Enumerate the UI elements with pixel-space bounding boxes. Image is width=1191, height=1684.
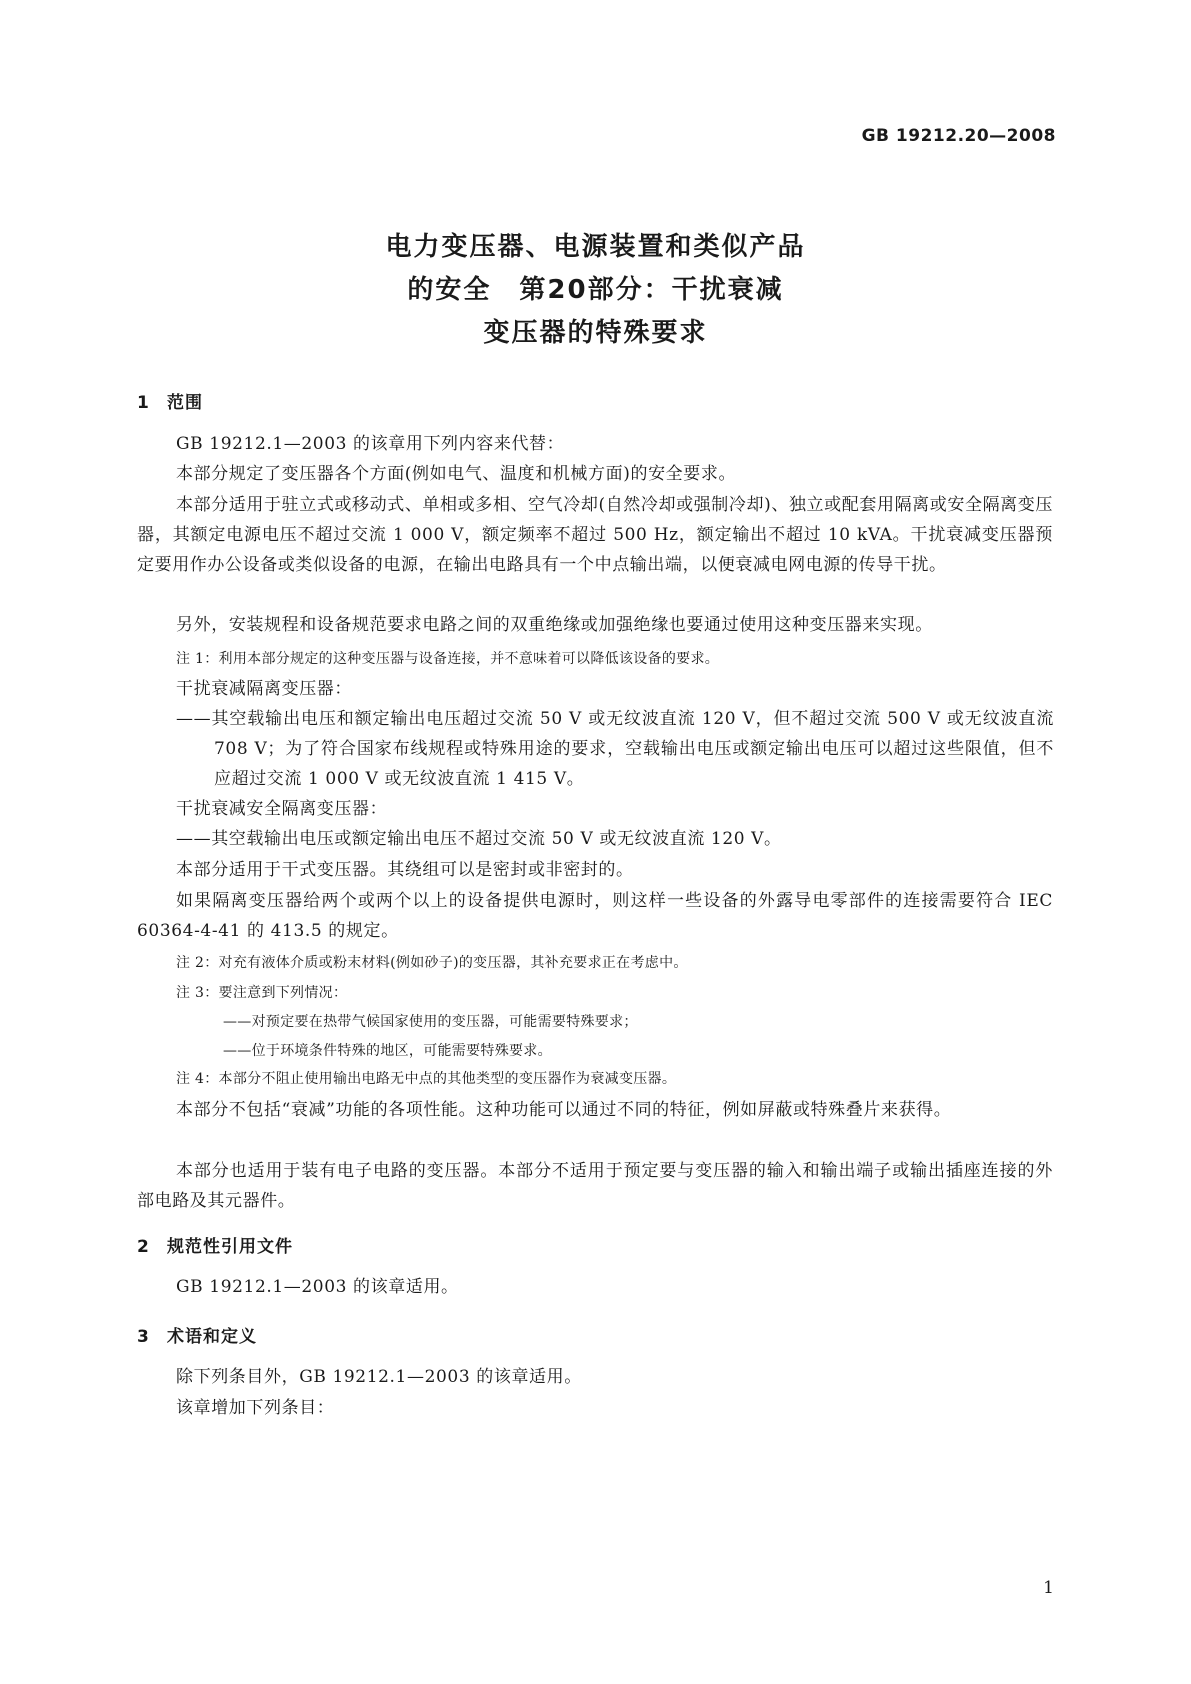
section-title: 范围 — [167, 393, 203, 413]
dash-list-item: ——其空载输出电压或额定输出电压不超过交流 50 V 或无纹波直流 120 V。 — [176, 829, 782, 849]
note-4: 注 4：本部分不阻止使用输出电路无中点的其他类型的变压器作为衰减变压器。 — [176, 1071, 677, 1087]
paragraph: GB 19212.1—2003 的该章适用。 — [176, 1277, 459, 1297]
paragraph: 本部分也适用于装有电子电路的变压器。本部分不适用于预定要与变压器的输入和输出端子或输出插座连接的外部电路及其元器件。 — [137, 1161, 1053, 1211]
section-title: 规范性引用文件 — [167, 1237, 293, 1257]
paragraph: 如果隔离变压器给两个或两个以上的设备提供电源时，则这样一些设备的外露导电零部件的连接需要符合 IEC 60364-4-41 的 413.5 的规定。 — [137, 891, 1053, 941]
paragraph: 另外，安装规程和设备规范要求电路之间的双重绝缘或加强绝缘也要通过使用这种变压器来实现。 — [176, 615, 933, 635]
paragraph: GB 19212.1—2003 的该章用下列内容来代替： — [176, 434, 565, 454]
section-title: 术语和定义 — [167, 1327, 257, 1347]
note-1: 注 1：利用本部分规定的这种变压器与设备连接，并不意味着可以降低该设备的要求。 — [176, 651, 720, 667]
standard-code: GB 19212.20—2008 — [861, 126, 1056, 146]
title-line-2: 的安全 第20部分：干扰衰减 — [407, 275, 784, 305]
section-number: 2 — [137, 1237, 150, 1257]
section-2-heading — [137, 1232, 293, 1257]
dash-list-item: ——其空载输出电压和额定输出电压超过交流 50 V 或无纹波直流 120 V，但不超过交流 500 V 或无纹波直流 708 V；为了符合国家布线规程或特殊用途的要求，空载输出电压或额定输出电压可以超过这些限值，但不应超过交流 1 000 V 或无纹波直流 1 415 V。 — [176, 709, 1054, 789]
note-3-item: ——位于环境条件特殊的地区，可能需要特殊要求。 — [223, 1043, 552, 1059]
page-number: 1 — [1043, 1578, 1054, 1598]
section-number: 3 — [137, 1327, 150, 1347]
title-line-1: 电力变压器、电源装置和类似产品 — [385, 232, 806, 262]
note-3-item: ——对预定要在热带气候国家使用的变压器，可能需要特殊要求； — [223, 1014, 638, 1030]
section-1-heading — [137, 388, 203, 413]
note-2: 注 2：对充有液体介质或粉末材料(例如砂子)的变压器，其补充要求正在考虑中。 — [176, 955, 688, 971]
document-title — [0, 226, 1191, 355]
section-number: 1 — [137, 393, 150, 413]
paragraph: 本部分规定了变压器各个方面(例如电气、温度和机械方面)的安全要求。 — [176, 464, 737, 484]
paragraph: 本部分适用于干式变压器。其绕组可以是密封或非密封的。 — [176, 860, 634, 880]
paragraph: 本部分适用于驻立式或移动式、单相或多相、空气冷却(自然冷却或强制冷却)、独立或配套用隔离或安全隔离变压器，其额定电源电压不超过交流 1 000 V，额定频率不超过 500 Hz，额定输出不超过 10 kVA。干扰衰减变压器预定要用作办公设备或类似设备的电源，在输出电路具有一个中点输出端，以便衰减电网电源的传导干扰。 — [137, 495, 1053, 575]
paragraph: 干扰衰减安全隔离变压器： — [176, 799, 388, 819]
title-line-3: 变压器的特殊要求 — [483, 318, 708, 348]
note-3: 注 3：要注意到下列情况： — [176, 985, 348, 1001]
paragraph: 本部分不包括“衰减”功能的各项性能。这种功能可以通过不同的特征，例如屏蔽或特殊叠片来获得。 — [176, 1100, 952, 1120]
section-3-heading — [137, 1322, 257, 1347]
paragraph: 该章增加下列条目： — [176, 1398, 335, 1418]
paragraph: 除下列条目外，GB 19212.1—2003 的该章适用。 — [176, 1367, 582, 1387]
paragraph: 干扰衰减隔离变压器： — [176, 679, 352, 699]
